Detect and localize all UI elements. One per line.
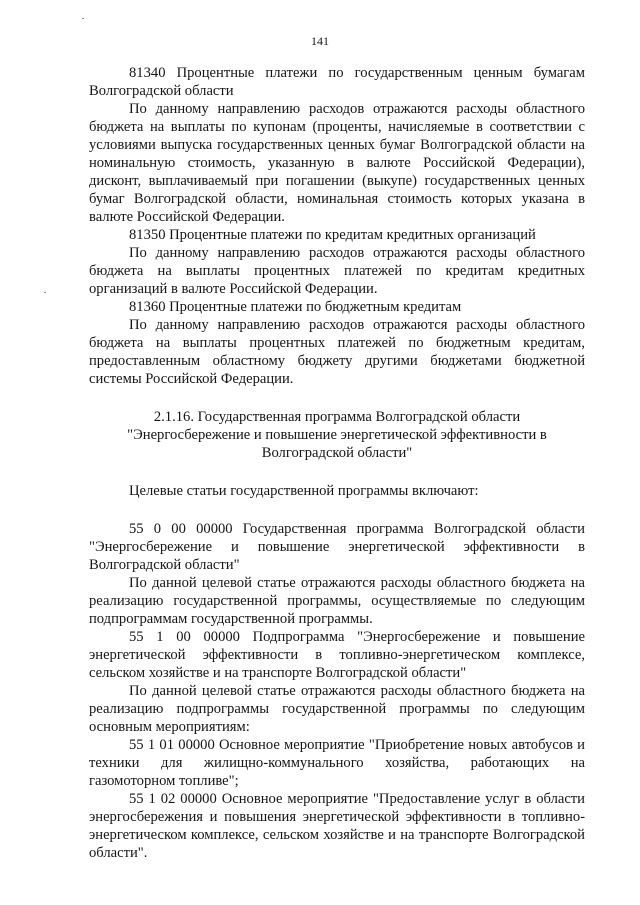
description-paragraph: По данной целевой статье отражаются расходы областного бюджета на реализацию подпрограммы государственной программы по следующим основным мероприятиям: (89, 683, 585, 735)
document-body (89, 64, 585, 862)
section-intro: Целевые статьи государственной программы включают: (129, 483, 479, 499)
budget-code-paragraph: 81340 Процентные платежи по государственным ценным бумагам Волгоградской области (89, 65, 585, 99)
target-article-paragraph: 55 1 02 00000 Основное мероприятие "Предоставление услуг в области энергосбережения и повышения энергетической эффективности в топливно-энергетическом комплексе, сельском хозяйстве и на транспорте Волгоградской области". (89, 791, 585, 861)
target-article-paragraph: 55 1 00 00000 Подпрограмма "Энергосбережение и повышение энергетической эффективности в топливно-энергетическом комплексе, сельском хозяйстве и на транспорте Волгоградской области" (89, 629, 585, 681)
description-paragraph: По данному направлению расходов отражаются расходы областного бюджета на выплаты процентных платежей по бюджетным кредитам, предоставленным областному бюджету другими бюджетами бюджетной системы Российской Федерации. (89, 317, 585, 387)
section-heading-line: 2.1.16. Государственная программа Волгоградской области (153, 409, 521, 425)
description-paragraph: По данному направлению расходов отражаются расходы областного бюджета на выплаты по купонам (проценты, начисляемые в соответствии с условиями выпуска государственных ценных бумаг Волгоградской области на номинальную стоимость, указанную в валюте Российской Федерации), дисконт, выплачиваемый при погашении (выкупе) государственных ценных бумаг Волгоградской области, номинальная стоимость которых указана в валюте Российской Федерации. (89, 101, 585, 225)
description-paragraph: По данному направлению расходов отражаются расходы областного бюджета на выплаты процентных платежей по кредитам кредитных организаций в валюте Российской Федерации. (89, 245, 585, 297)
section-heading-line: "Энергосбережение и повышение энергетической эффективности в (127, 427, 547, 443)
budget-code-paragraph: 81360 Процентные платежи по бюджетным кредитам (129, 299, 462, 315)
section-heading (89, 408, 585, 462)
section-heading-line: Волгоградской области" (261, 445, 413, 461)
description-paragraph: По данной целевой статье отражаются расходы областного бюджета на реализацию государственной программы, осуществляемые по следующим подпрограммам государственной программы. (89, 575, 585, 627)
scan-speck (82, 18, 84, 19)
scan-speck (44, 292, 46, 293)
target-article-paragraph: 55 1 01 00000 Основное мероприятие "Приобретение новых автобусов и техники для жилищно-коммунального хозяйства, работающих на газомоторном топливе"; (89, 737, 585, 789)
page-number: 141 (311, 34, 329, 48)
target-article-paragraph: 55 0 00 00000 Государственная программа Волгоградской области "Энергосбережение и повышение энергетической эффективности в Волгоградской области" (89, 521, 585, 573)
budget-code-paragraph: 81350 Процентные платежи по кредитам кредитных организаций (129, 227, 536, 243)
